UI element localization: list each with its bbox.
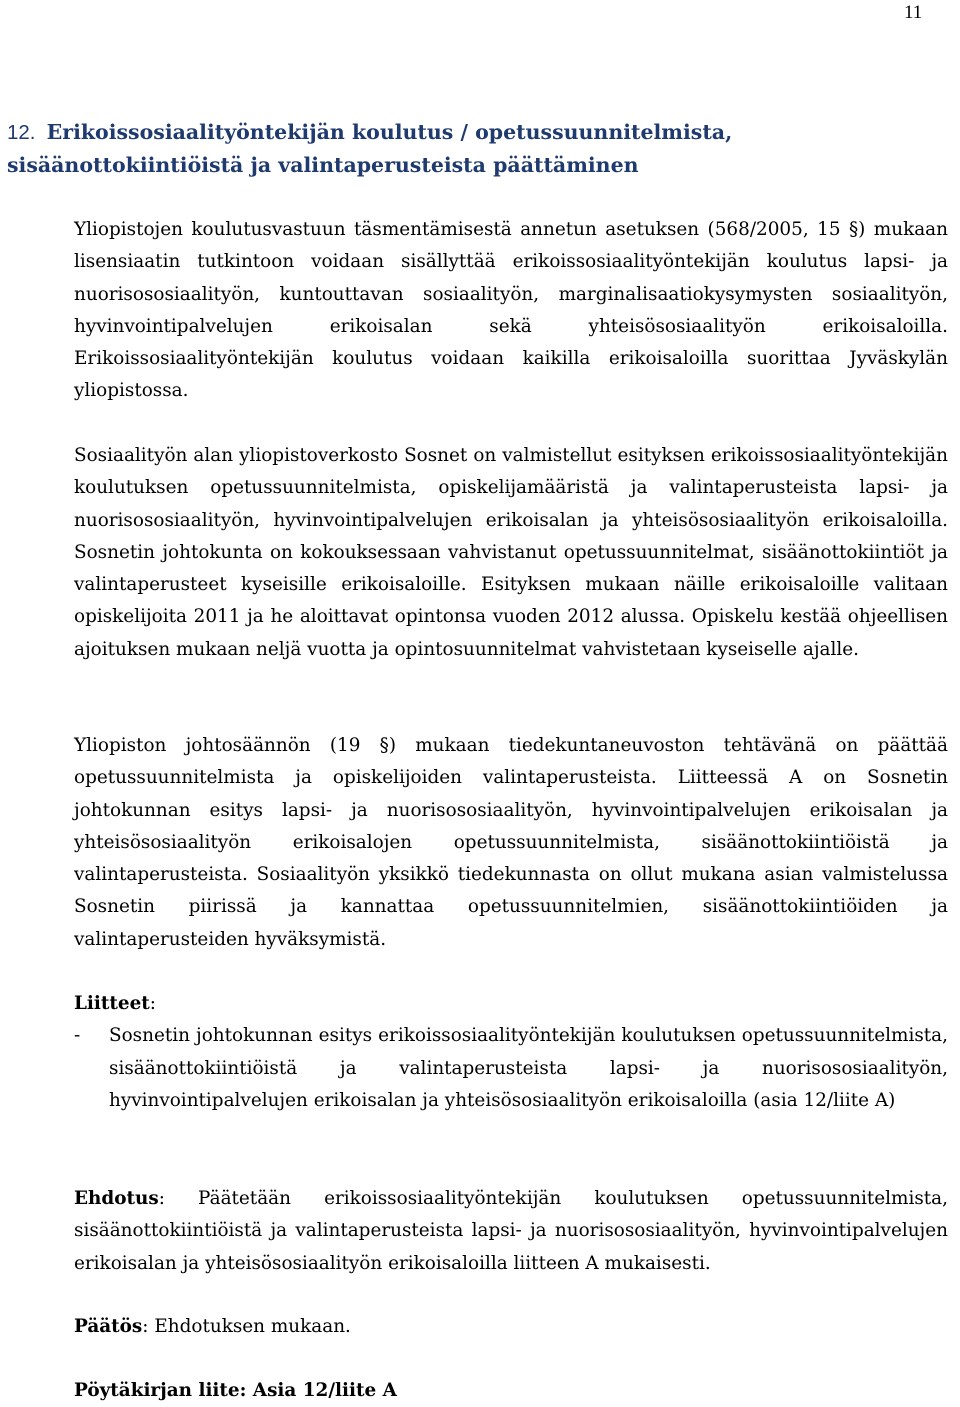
- attachments-label: Liitteet: [74, 993, 150, 1014]
- decision-text: Ehdotuksen mukaan.: [148, 1316, 351, 1337]
- minutes-attachment: [74, 1375, 948, 1407]
- proposal-label: Ehdotus: [74, 1188, 159, 1209]
- attachment-dash: -: [74, 1025, 81, 1047]
- decision-colon: :: [142, 1316, 149, 1337]
- paragraph-sosnet-proposal: [74, 440, 948, 666]
- section-title: Erikoissosiaalityöntekijän koulutus / opetussuunnitelmista, sisäänottokiintiöistä ja valintaperusteista päättäminen: [7, 120, 733, 177]
- decision-section: [74, 1311, 948, 1343]
- proposal-colon: :: [158, 1188, 165, 1209]
- section-number: 12.: [7, 121, 36, 144]
- paragraph-text: Yliopistojen koulutusvastuun täsmentämisestä annetun asetuksen (568/2005, 15 §) mukaan lisensiaatin tutkintoon voidaan sisällyttää erikoissosiaalityöntekijän koulutus lapsi- ja nuorisososiaalityön, kuntouttavan sosiaalityön, marginalisaatiokysymysten sosiaalityön, hyvinvointipalvelujen erikoisalan sekä yhteisösosiaalityön erikoisaloilla. Erikoissosiaalityöntekijän koulutus voidaan kaikilla erikoisaloilla suorittaa Jyväskylän yliopistossa.: [74, 219, 948, 402]
- paragraph-faculty-council: [74, 730, 948, 956]
- attachments-section: [74, 988, 948, 1117]
- attachment-item: [74, 1020, 948, 1117]
- minutes-attachment-label: Pöytäkirjan liite: Asia 12/liite A: [74, 1380, 397, 1401]
- section-heading: [7, 116, 957, 181]
- attachment-item-text: Sosnetin johtokunnan esitys erikoissosiaalityöntekijän koulutuksen opetussuunnitelmista, sisäänottokiintiöistä ja valintaperusteista lapsi- ja nuorisososiaalityön, hyvinvointipalvelujen erikoisalan ja yhteisösosiaalityön erikoisaloilla (asia 12/liite A): [109, 1025, 948, 1111]
- paragraph-legal-basis: [74, 214, 948, 408]
- page-number: 11: [904, 2, 923, 23]
- decision-label: Päätös: [74, 1316, 143, 1337]
- attachments-colon: :: [149, 993, 156, 1014]
- paragraph-text: Yliopiston johtosäännön (19 §) mukaan tiedekuntaneuvoston tehtävänä on päättää opetussuunnitelmista ja opiskelijoiden valintaperusteista. Liitteessä A on Sosnetin johtokunnan esitys lapsi- ja nuorisososiaalityön, hyvinvointipalvelujen erikoisalan ja yhteisösosiaalityön erikoisalojen opetussuunnitelmista, sisäänottokiintiöistä ja valintaperusteista. Sosiaalityön yksikkö tiedekunnasta on ollut mukana asian valmistelussa Sosnetin piirissä ja kannattaa opetussuunnitelmien, sisäänottokiintiöiden ja valintaperusteiden hyväksymistä.: [74, 735, 948, 950]
- proposal-section: [74, 1183, 948, 1280]
- paragraph-text: Sosiaalityön alan yliopistoverkosto Sosnet on valmistellut esityksen erikoissosiaalityöntekijän koulutuksen opetussuunnitelmista, opiskelijamääristä ja valintaperusteista lapsi- ja nuorisososiaalityön, hyvinvointipalvelujen erikoisalan ja yhteisösosiaalityön erikoisaloilla. Sosnetin johtokunta on kokouksessaan vahvistanut opetussuunnitelmat, sisäänottokiintiöt ja valintaperusteet kyseisille erikoisaloille. Esityksen mukaan näille erikoisaloille valitaan opiskelijoita 2011 ja he aloittavat opintonsa vuoden 2012 alussa. Opiskelu kestää ohjeellisen ajoituksen mukaan neljä vuotta ja opintosuunnitelmat vahvistetaan kyseiselle ajalle.: [74, 445, 948, 660]
- proposal-text: Päätetään erikoissosiaalityöntekijän koulutuksen opetussuunnitelmista, sisäänottokiintiöistä ja valintaperusteista lapsi- ja nuorisososiaalityön, hyvinvointipalvelujen erikoisalan ja yhteisösosiaalityön erikoisaloilla liitteen A mukaisesti.: [74, 1188, 948, 1274]
- attachments-heading: [74, 988, 948, 1020]
